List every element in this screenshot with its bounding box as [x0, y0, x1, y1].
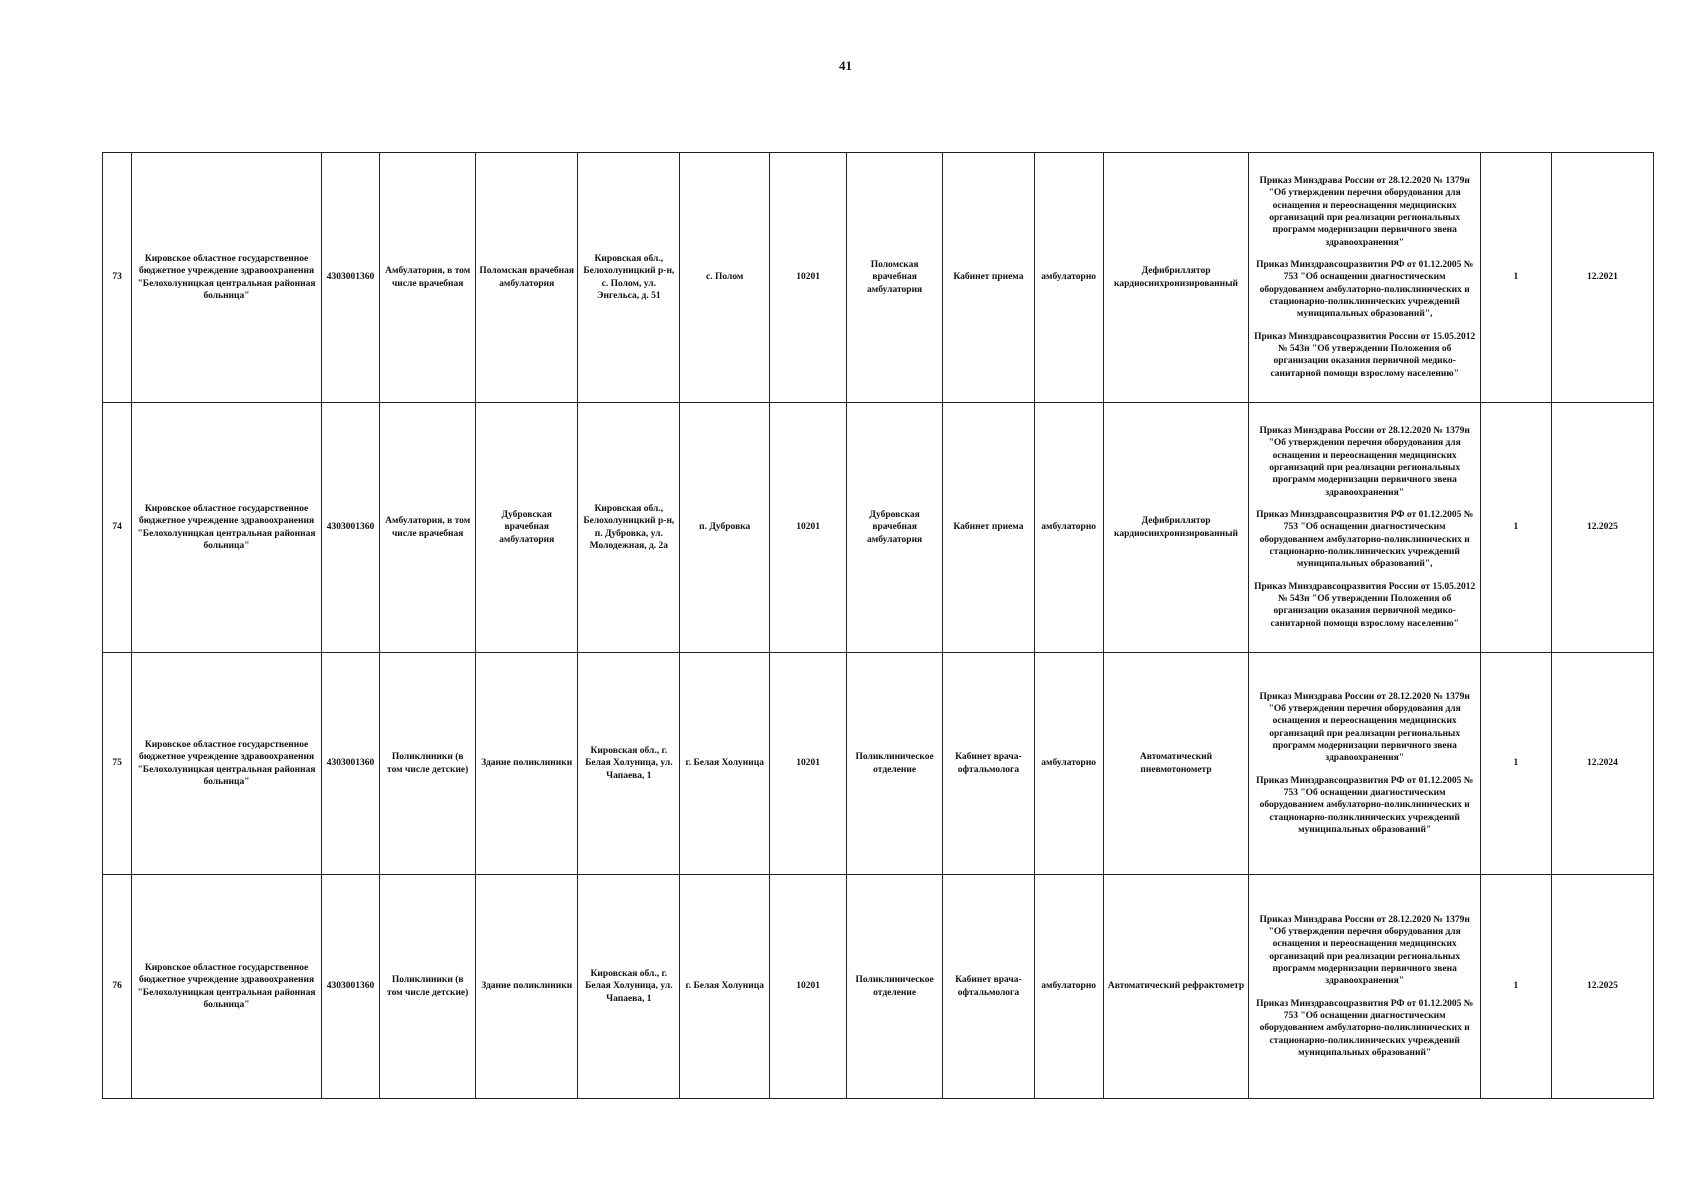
legal-basis-cell — [1249, 153, 1480, 403]
equipment-cell: Автоматический пневмотонометр — [1103, 653, 1249, 875]
legal-basis-cell — [1249, 653, 1480, 875]
legal-basis-item: Приказ Минздравсоцразвития России от 15.05.2012 № 543н "Об утверждении Положения об организации оказания первичной медико-санитарной помощи взрослому населению" — [1254, 581, 1476, 629]
inn-cell: 4303001360 — [321, 153, 379, 403]
facility-type: Амбулатория, в том числе врачебная — [380, 153, 476, 403]
organization-name: Кировское областное государственное бюджетное учреждение здравоохранения "Белохолуницкая центральная районная больница" — [132, 403, 322, 653]
unit-cell: Поликлиническое отделение — [847, 653, 943, 875]
row-number: 75 — [103, 653, 132, 875]
code-cell: 10201 — [770, 153, 847, 403]
facility-name: Поломская врачебная амбулатория — [476, 153, 578, 403]
facility-type: Поликлиники (в том числе детские) — [380, 875, 476, 1099]
address-cell: Кировская обл., г. Белая Холуница, ул. Чапаева, 1 — [578, 875, 680, 1099]
address-cell: Кировская обл., г. Белая Холуница, ул. Чапаева, 1 — [578, 653, 680, 875]
facility-name: Здание поликлиники — [476, 875, 578, 1099]
legal-basis-item: Приказ Минздравсоцразвития РФ от 01.12.2005 № 753 "Об оснащении диагностическим оборудованием амбулаторно-поликлинических и стационарно-поликлинических учреждений муниципальных образований", — [1256, 509, 1474, 570]
legal-basis-item: Приказ Минздравсоцразвития РФ от 01.12.2005 № 753 "Об оснащении диагностическим оборудованием амбулаторно-поликлинических и стационарно-поликлинических учреждений муниципальных образований" — [1256, 998, 1474, 1059]
date-cell: 12.2021 — [1551, 153, 1653, 403]
row-number: 74 — [103, 403, 132, 653]
condition-cell: амбулаторно — [1034, 403, 1103, 653]
equipment-table — [102, 152, 1654, 1099]
unit-cell: Поломская врачебная амбулатория — [847, 153, 943, 403]
locality-cell: с. Полом — [680, 153, 770, 403]
condition-cell: амбулаторно — [1034, 153, 1103, 403]
room-cell: Кабинет приема — [943, 153, 1035, 403]
table-row — [103, 403, 1654, 653]
legal-basis-item: Приказ Минздрава России от 28.12.2020 № 1379н "Об утверждении перечня оборудования для оснащения и переоснащения медицинских организаций при реализации региональных программ модернизации первичного звена здравоохранения" — [1259, 425, 1470, 498]
table-row — [103, 875, 1654, 1099]
legal-basis-item: Приказ Минздрава России от 28.12.2020 № 1379н "Об утверждении перечня оборудования для оснащения и переоснащения медицинских организаций при реализации региональных программ модернизации первичного звена здравоохранения" — [1259, 691, 1470, 764]
legal-basis-item: Приказ Минздравсоцразвития РФ от 01.12.2005 № 753 "Об оснащении диагностическим оборудованием амбулаторно-поликлинических и стационарно-поликлинических учреждений муниципальных образований", — [1256, 259, 1474, 320]
inn-cell: 4303001360 — [321, 403, 379, 653]
equipment-cell: Дефибриллятор кардиосинхронизированный — [1103, 403, 1249, 653]
legal-basis-item: Приказ Минздрава России от 28.12.2020 № 1379н "Об утверждении перечня оборудования для оснащения и переоснащения медицинских организаций при реализации региональных программ модернизации первичного звена здравоохранения" — [1259, 914, 1470, 987]
room-cell: Кабинет врача-офтальмолога — [943, 875, 1035, 1099]
inn-cell: 4303001360 — [321, 653, 379, 875]
condition-cell: амбулаторно — [1034, 653, 1103, 875]
table-row — [103, 653, 1654, 875]
facility-type: Поликлиники (в том числе детские) — [380, 653, 476, 875]
unit-cell: Поликлиническое отделение — [847, 875, 943, 1099]
address-cell: Кировская обл., Белохолуницкий р-н, с. Полом, ул. Энгельса, д. 51 — [578, 153, 680, 403]
facility-name: Здание поликлиники — [476, 653, 578, 875]
locality-cell: п. Дубровка — [680, 403, 770, 653]
address-cell: Кировская обл., Белохолуницкий р-н, п. Дубровка, ул. Молодежная, д. 2а — [578, 403, 680, 653]
row-number: 73 — [103, 153, 132, 403]
equipment-cell: Дефибриллятор кардиосинхронизированный — [1103, 153, 1249, 403]
facility-name: Дубровская врачебная амбулатория — [476, 403, 578, 653]
organization-name: Кировское областное государственное бюджетное учреждение здравоохранения "Белохолуницкая центральная районная больница" — [132, 153, 322, 403]
code-cell: 10201 — [770, 653, 847, 875]
condition-cell: амбулаторно — [1034, 875, 1103, 1099]
equipment-cell: Автоматический рефрактометр — [1103, 875, 1249, 1099]
locality-cell: г. Белая Холуница — [680, 875, 770, 1099]
code-cell: 10201 — [770, 875, 847, 1099]
quantity-cell: 1 — [1480, 653, 1551, 875]
page-number: 41 — [839, 58, 852, 73]
legal-basis-cell — [1249, 875, 1480, 1099]
date-cell: 12.2025 — [1551, 875, 1653, 1099]
legal-basis-item: Приказ Минздрава России от 28.12.2020 № 1379н "Об утверждении перечня оборудования для оснащения и переоснащения медицинских организаций при реализации региональных программ модернизации первичного звена здравоохранения" — [1259, 175, 1470, 248]
inn-cell: 4303001360 — [321, 875, 379, 1099]
facility-type: Амбулатория, в том числе врачебная — [380, 403, 476, 653]
quantity-cell: 1 — [1480, 403, 1551, 653]
locality-cell: г. Белая Холуница — [680, 653, 770, 875]
legal-basis-item: Приказ Минздравсоцразвития РФ от 01.12.2005 № 753 "Об оснащении диагностическим оборудованием амбулаторно-поликлинических и стационарно-поликлинических учреждений муниципальных образований" — [1256, 775, 1474, 836]
row-number: 76 — [103, 875, 132, 1099]
legal-basis-cell — [1249, 403, 1480, 653]
date-cell: 12.2024 — [1551, 653, 1653, 875]
organization-name: Кировское областное государственное бюджетное учреждение здравоохранения "Белохолуницкая центральная районная больница" — [132, 875, 322, 1099]
organization-name: Кировское областное государственное бюджетное учреждение здравоохранения "Белохолуницкая центральная районная больница" — [132, 653, 322, 875]
table-row — [103, 153, 1654, 403]
code-cell: 10201 — [770, 403, 847, 653]
quantity-cell: 1 — [1480, 153, 1551, 403]
unit-cell: Дубровская врачебная амбулатория — [847, 403, 943, 653]
room-cell: Кабинет приема — [943, 403, 1035, 653]
date-cell: 12.2025 — [1551, 403, 1653, 653]
room-cell: Кабинет врача-офтальмолога — [943, 653, 1035, 875]
quantity-cell: 1 — [1480, 875, 1551, 1099]
legal-basis-item: Приказ Минздравсоцразвития России от 15.05.2012 № 543н "Об утверждении Положения об организации оказания первичной медико-санитарной помощи взрослому населению" — [1254, 331, 1476, 379]
